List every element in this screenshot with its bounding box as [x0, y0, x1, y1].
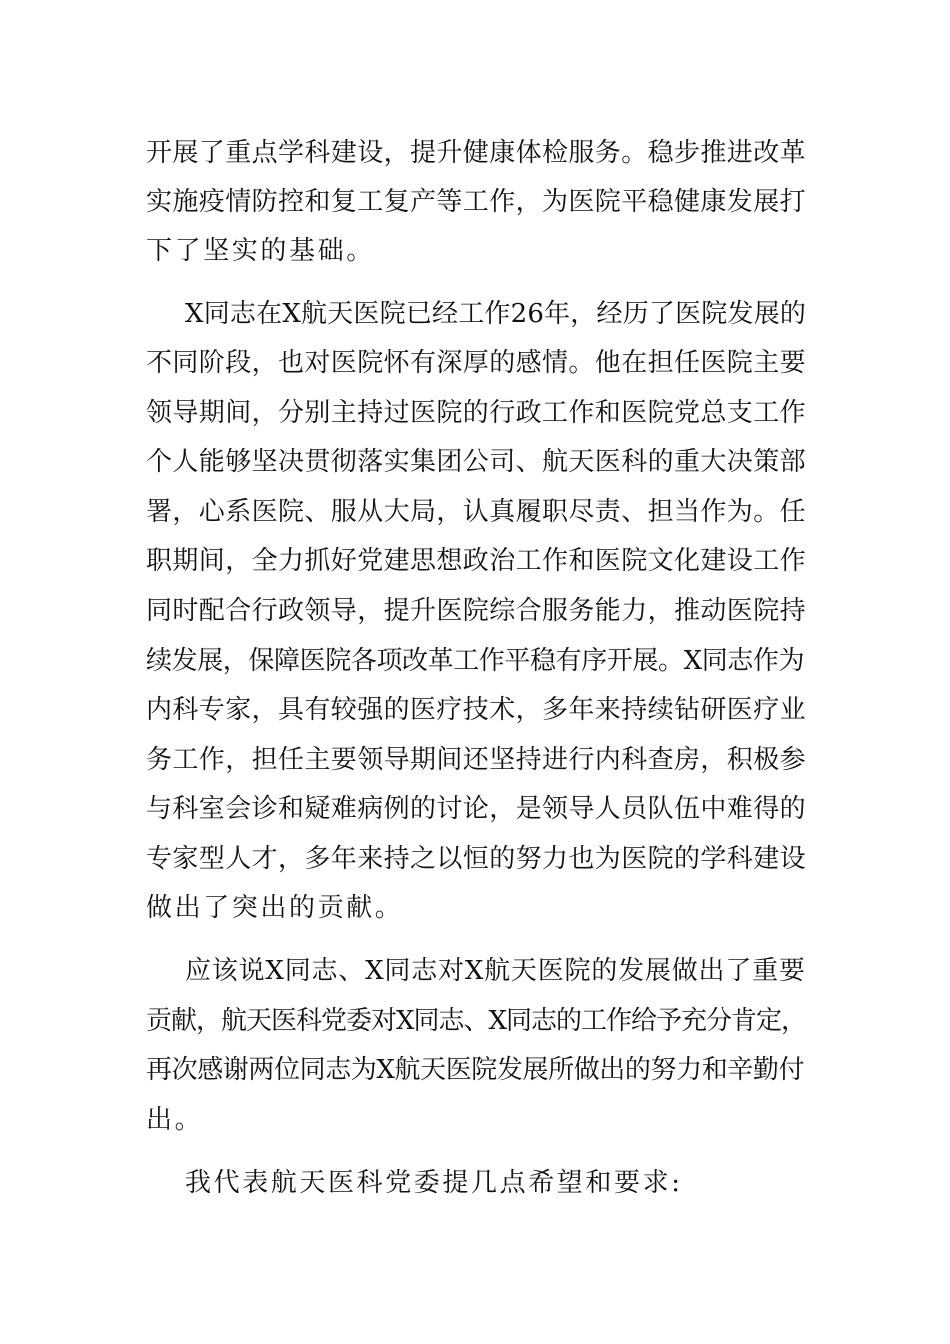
text-line: 专家型人才，多年来持之以恒的努力也为医院的学科建设 [146, 844, 807, 874]
text-line: 出。 [146, 1105, 204, 1135]
text-line: 我代表航天医科党委提几点希望和要求: [185, 1168, 683, 1198]
text-line: 做出了突出的贡献。 [146, 893, 404, 923]
text-line: 领导期间，分别主持过医院的行政工作和医院党总支工作 [146, 398, 807, 428]
text-line: 署，心系医院、服从大局，认真履职尽责、担当作为。任 [146, 497, 807, 527]
text-line: 同时配合行政领导，提升医院综合服务能力，推动医院持 [146, 596, 807, 626]
text-line: 务工作，担任主要领导期间还坚持进行内科查房，积极参 [146, 745, 807, 775]
text-line: 与科室会诊和疑难病例的讨论，是领导人员队伍中难得的 [146, 794, 807, 824]
text-line: 职期间，全力抓好党建思想政治工作和医院文化建设工作 [146, 546, 807, 576]
text-line: 内科专家，具有较强的医疗技术，多年来持续钻研医疗业 [146, 695, 807, 725]
text-line: 再次感谢两位同志为X航天医院发展所做出的努力和辛勤付 [146, 1055, 805, 1085]
text-line: 不同阶段，也对医院怀有深厚的感情。他在担任医院主要 [146, 348, 807, 378]
text-line: 贡献，航天医科党委对X同志、X同志的工作给予充分肯定， [146, 1006, 807, 1036]
text-line: 应该说X同志、X同志对X航天医院的发展做出了重要 [185, 956, 806, 986]
text-line: 下了坚实的基础。 [146, 236, 375, 266]
text-line: 续发展，保障医院各项改革工作平稳有序开展。X同志作为 [146, 646, 805, 676]
text-line: 开展了重点学科建设，提升健康体检服务。稳步推进改革 [146, 138, 807, 168]
text-line: X同志在X航天医院已经工作26年，经历了医院发展的 [185, 299, 807, 329]
text-line: 个人能够坚决贯彻落实集团公司、航天医科的重大决策部 [146, 447, 807, 477]
text-line: 实施疫情防控和复工复产等工作，为医院平稳健康发展打 [146, 187, 807, 217]
